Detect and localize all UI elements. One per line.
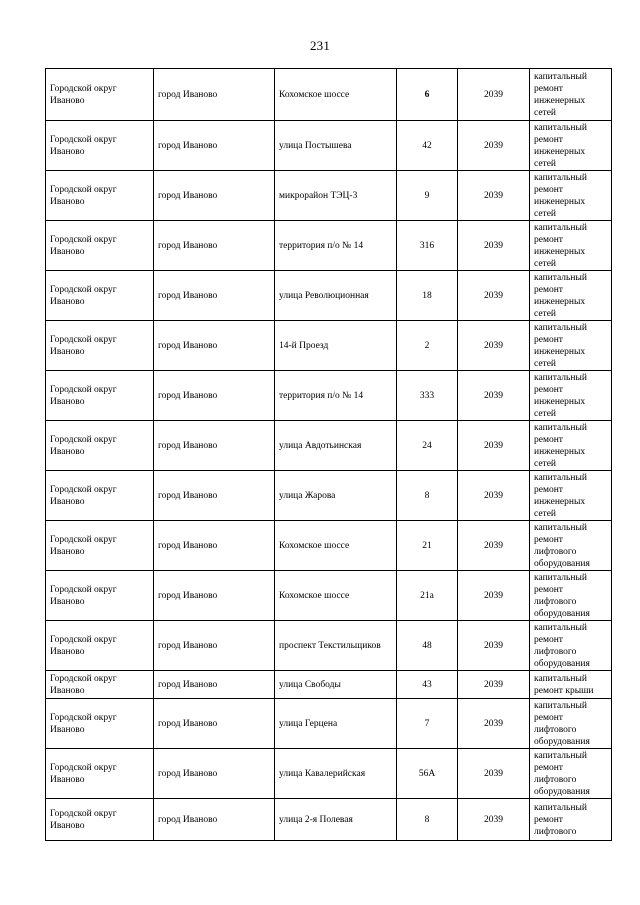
district-cell: Городской округ Иваново [46,621,154,671]
house-number-cell: 6 [397,69,458,121]
table-body [46,69,612,841]
settlement-cell: город Иваново [154,421,275,471]
settlement-cell: город Иваново [154,571,275,621]
street-cell: улица Свободы [275,671,397,699]
street-cell: улица Авдотьинская [275,421,397,471]
work-type-cell: капитальный ремонт инженерных сетей [530,171,612,221]
year-cell: 2039 [458,69,530,121]
table-row [46,671,612,699]
district-cell: Городской округ Иваново [46,371,154,421]
work-type-cell: капитальный ремонт лифтового оборудования [530,749,612,799]
work-type-cell: капитальный ремонт инженерных сетей [530,69,612,121]
settlement-cell: город Иваново [154,171,275,221]
work-type-cell: капитальный ремонт лифтового оборудования [530,571,612,621]
street-cell: улица Жарова [275,471,397,521]
street-cell: Кохомское шоссе [275,521,397,571]
house-number-cell: 43 [397,671,458,699]
work-type-cell: капитальный ремонт инженерных сетей [530,271,612,321]
work-type-cell: капитальный ремонт крыши [530,671,612,699]
street-cell: микрорайон ТЭЦ-3 [275,171,397,221]
house-number-cell: 7 [397,699,458,749]
year-cell: 2039 [458,521,530,571]
house-number-cell: 56А [397,749,458,799]
house-number-cell: 21 [397,521,458,571]
table-row [46,171,612,221]
table-row [46,749,612,799]
work-type-cell: капитальный ремонт инженерных сетей [530,221,612,271]
work-type-cell: капитальный ремонт инженерных сетей [530,371,612,421]
year-cell: 2039 [458,171,530,221]
year-cell: 2039 [458,321,530,371]
settlement-cell: город Иваново [154,371,275,421]
street-cell: улица Постышева [275,121,397,171]
work-type-cell: капитальный ремонт инженерных сетей [530,121,612,171]
district-cell: Городской округ Иваново [46,521,154,571]
district-cell: Городской округ Иваново [46,799,154,841]
settlement-cell: город Иваново [154,321,275,371]
settlement-cell: город Иваново [154,621,275,671]
house-number-cell: 18 [397,271,458,321]
district-cell: Городской округ Иваново [46,121,154,171]
table-row [46,69,612,121]
settlement-cell: город Иваново [154,121,275,171]
street-cell: Кохомское шоссе [275,69,397,121]
settlement-cell: город Иваново [154,799,275,841]
page-number: 231 [309,38,331,53]
year-cell: 2039 [458,271,530,321]
work-type-cell: капитальный ремонт лифтового оборудования [530,521,612,571]
street-cell: территория п/о № 14 [275,371,397,421]
district-cell: Городской округ Иваново [46,749,154,799]
work-type-cell: капитальный ремонт инженерных сетей [530,421,612,471]
street-cell: улица Герцена [275,699,397,749]
house-number-cell: 42 [397,121,458,171]
work-type-cell: капитальный ремонт лифтового [530,799,612,841]
table-row [46,421,612,471]
settlement-cell: город Иваново [154,749,275,799]
table-row [46,271,612,321]
house-number-cell: 48 [397,621,458,671]
table-row [46,371,612,421]
settlement-cell: город Иваново [154,699,275,749]
district-cell: Городской округ Иваново [46,699,154,749]
house-number-cell: 21а [397,571,458,621]
year-cell: 2039 [458,221,530,271]
district-cell: Городской округ Иваново [46,221,154,271]
repair-schedule-table [45,68,612,841]
settlement-cell: город Иваново [154,69,275,121]
house-number-cell: 2 [397,321,458,371]
street-cell: улица Кавалерийская [275,749,397,799]
year-cell: 2039 [458,671,530,699]
work-type-cell: капитальный ремонт инженерных сетей [530,471,612,521]
house-number-cell: 8 [397,471,458,521]
settlement-cell: город Иваново [154,521,275,571]
district-cell: Городской округ Иваново [46,571,154,621]
house-number-cell: 316 [397,221,458,271]
table-row [46,521,612,571]
district-cell: Городской округ Иваново [46,671,154,699]
table-row [46,321,612,371]
work-type-cell: капитальный ремонт инженерных сетей [530,321,612,371]
year-cell: 2039 [458,121,530,171]
table-row [46,471,612,521]
table-row [46,699,612,749]
district-cell: Городской округ Иваново [46,321,154,371]
street-cell: 14-й Проезд [275,321,397,371]
street-cell: территория п/о № 14 [275,221,397,271]
year-cell: 2039 [458,621,530,671]
table-row [46,221,612,271]
district-cell: Городской округ Иваново [46,271,154,321]
year-cell: 2039 [458,749,530,799]
year-cell: 2039 [458,699,530,749]
house-number-cell: 333 [397,371,458,421]
settlement-cell: город Иваново [154,271,275,321]
table-row [46,121,612,171]
street-cell: проспект Текстильщиков [275,621,397,671]
district-cell: Городской округ Иваново [46,171,154,221]
work-type-cell: капитальный ремонт лифтового оборудования [530,699,612,749]
house-number-cell: 8 [397,799,458,841]
house-number-cell: 9 [397,171,458,221]
district-cell: Городской округ Иваново [46,69,154,121]
settlement-cell: город Иваново [154,221,275,271]
street-cell: улица Революционная [275,271,397,321]
street-cell: улица 2-я Полевая [275,799,397,841]
settlement-cell: город Иваново [154,671,275,699]
house-number-cell: 24 [397,421,458,471]
year-cell: 2039 [458,799,530,841]
settlement-cell: город Иваново [154,471,275,521]
year-cell: 2039 [458,421,530,471]
year-cell: 2039 [458,471,530,521]
work-type-cell: капитальный ремонт лифтового оборудования [530,621,612,671]
table-row [46,799,612,841]
year-cell: 2039 [458,371,530,421]
street-cell: Кохомское шоссе [275,571,397,621]
table-row [46,571,612,621]
year-cell: 2039 [458,571,530,621]
district-cell: Городской округ Иваново [46,421,154,471]
district-cell: Городской округ Иваново [46,471,154,521]
table-row [46,621,612,671]
